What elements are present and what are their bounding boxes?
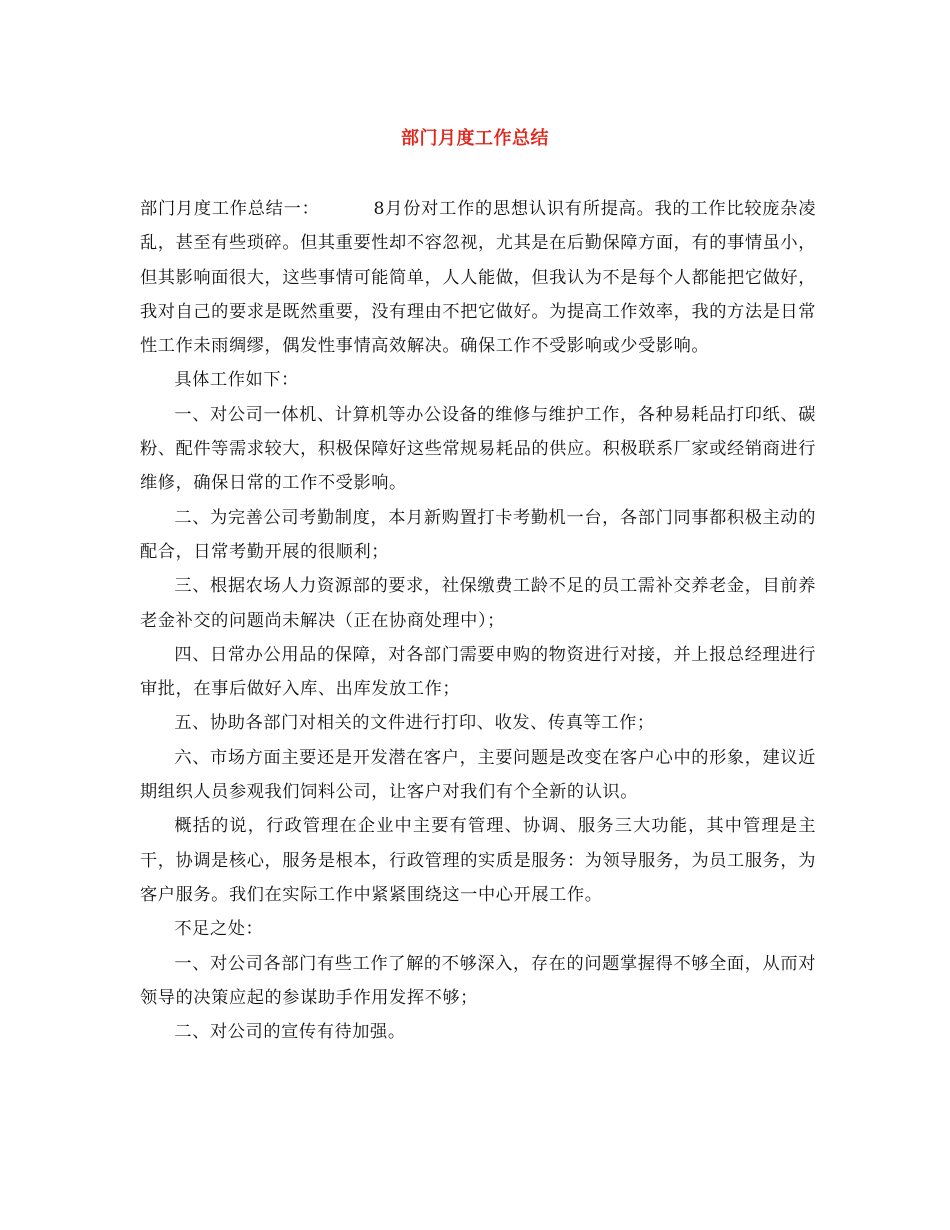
paragraph-item-2: 二、为完善公司考勤制度，本月新购置打卡考勤机一台，各部门同事都积极主动的配合，日常考勤开展的很顺利； bbox=[140, 507, 816, 562]
paragraph-shortcomings-heading: 不足之处： bbox=[174, 919, 264, 940]
paragraph-item-4: 四、日常办公用品的保障，对各部门需要申购的物资进行对接，并上报总经理进行审批，在事后做好入库、出库发放工作； bbox=[140, 644, 816, 700]
intro-paragraph bbox=[140, 192, 816, 363]
intro-label: 部门月度工作总结一： bbox=[140, 199, 320, 219]
paragraph-specific-work: 具体工作如下： bbox=[174, 370, 299, 391]
paragraph-summary: 概括的说，行政管理在企业中主要有管理、协调、服务三大功能，其中管理是主干，协调是核心，服务是根本，行政管理的实质是服务：为领导服务，为员工服务，为客户服务。我们在实际工作中紧紧围绕这一中心开展工作。 bbox=[140, 816, 816, 905]
paragraph-item-6: 六、市场方面主要还是开发潜在客户，主要问题是改变在客户心中的形象，建议近期组织人员参观我们饲料公司，让客户对我们有个全新的认识。 bbox=[140, 747, 816, 803]
paragraph-item-5: 五、协助各部门对相关的文件进行打印、收发、传真等工作； bbox=[174, 713, 655, 734]
paragraph-shortcoming-1: 一、对公司各部门有些工作了解的不够深入，存在的问题掌握得不够全面，从而对领导的决策应起的参谋助手作用发挥不够； bbox=[140, 953, 816, 1008]
paragraph-item-1: 一、对公司一体机、计算机等办公设备的维修与维护工作，各种易耗品打印纸、碳粉、配件等需求较大，积极保障好这些常规易耗品的供应。积极联系厂家或经销商进行维修，确保日常的工作不受影响。 bbox=[140, 404, 816, 494]
paragraph-shortcoming-2: 二、对公司的宣传有待加强。 bbox=[174, 1022, 406, 1043]
paragraph-item-3: 三、根据农场人力资源部的要求，社保缴费工龄不足的员工需补交养老金，目前养老金补交的问题尚未解决（正在协商处理中）； bbox=[140, 576, 816, 631]
document-body bbox=[140, 192, 816, 1049]
intro-text: 8月份对工作的思想认识有所提高。我的工作比较庞杂凌乱，甚至有些琐碎。但其重要性却不容忽视，尤其是在后勤保障方面，有的事情虽小，但其影响面很大，这些事情可能简单，人人能做，但我认为不是每个人都能把它做好，我对自己的要求是既然重要，没有理由不把它做好。为提高工作效率，我的方法是日常性工作未雨绸缪，偶发性事情高效解决。确保工作不受影响或少受影响。 bbox=[140, 199, 816, 357]
document-title: 部门月度工作总结 bbox=[401, 128, 549, 149]
